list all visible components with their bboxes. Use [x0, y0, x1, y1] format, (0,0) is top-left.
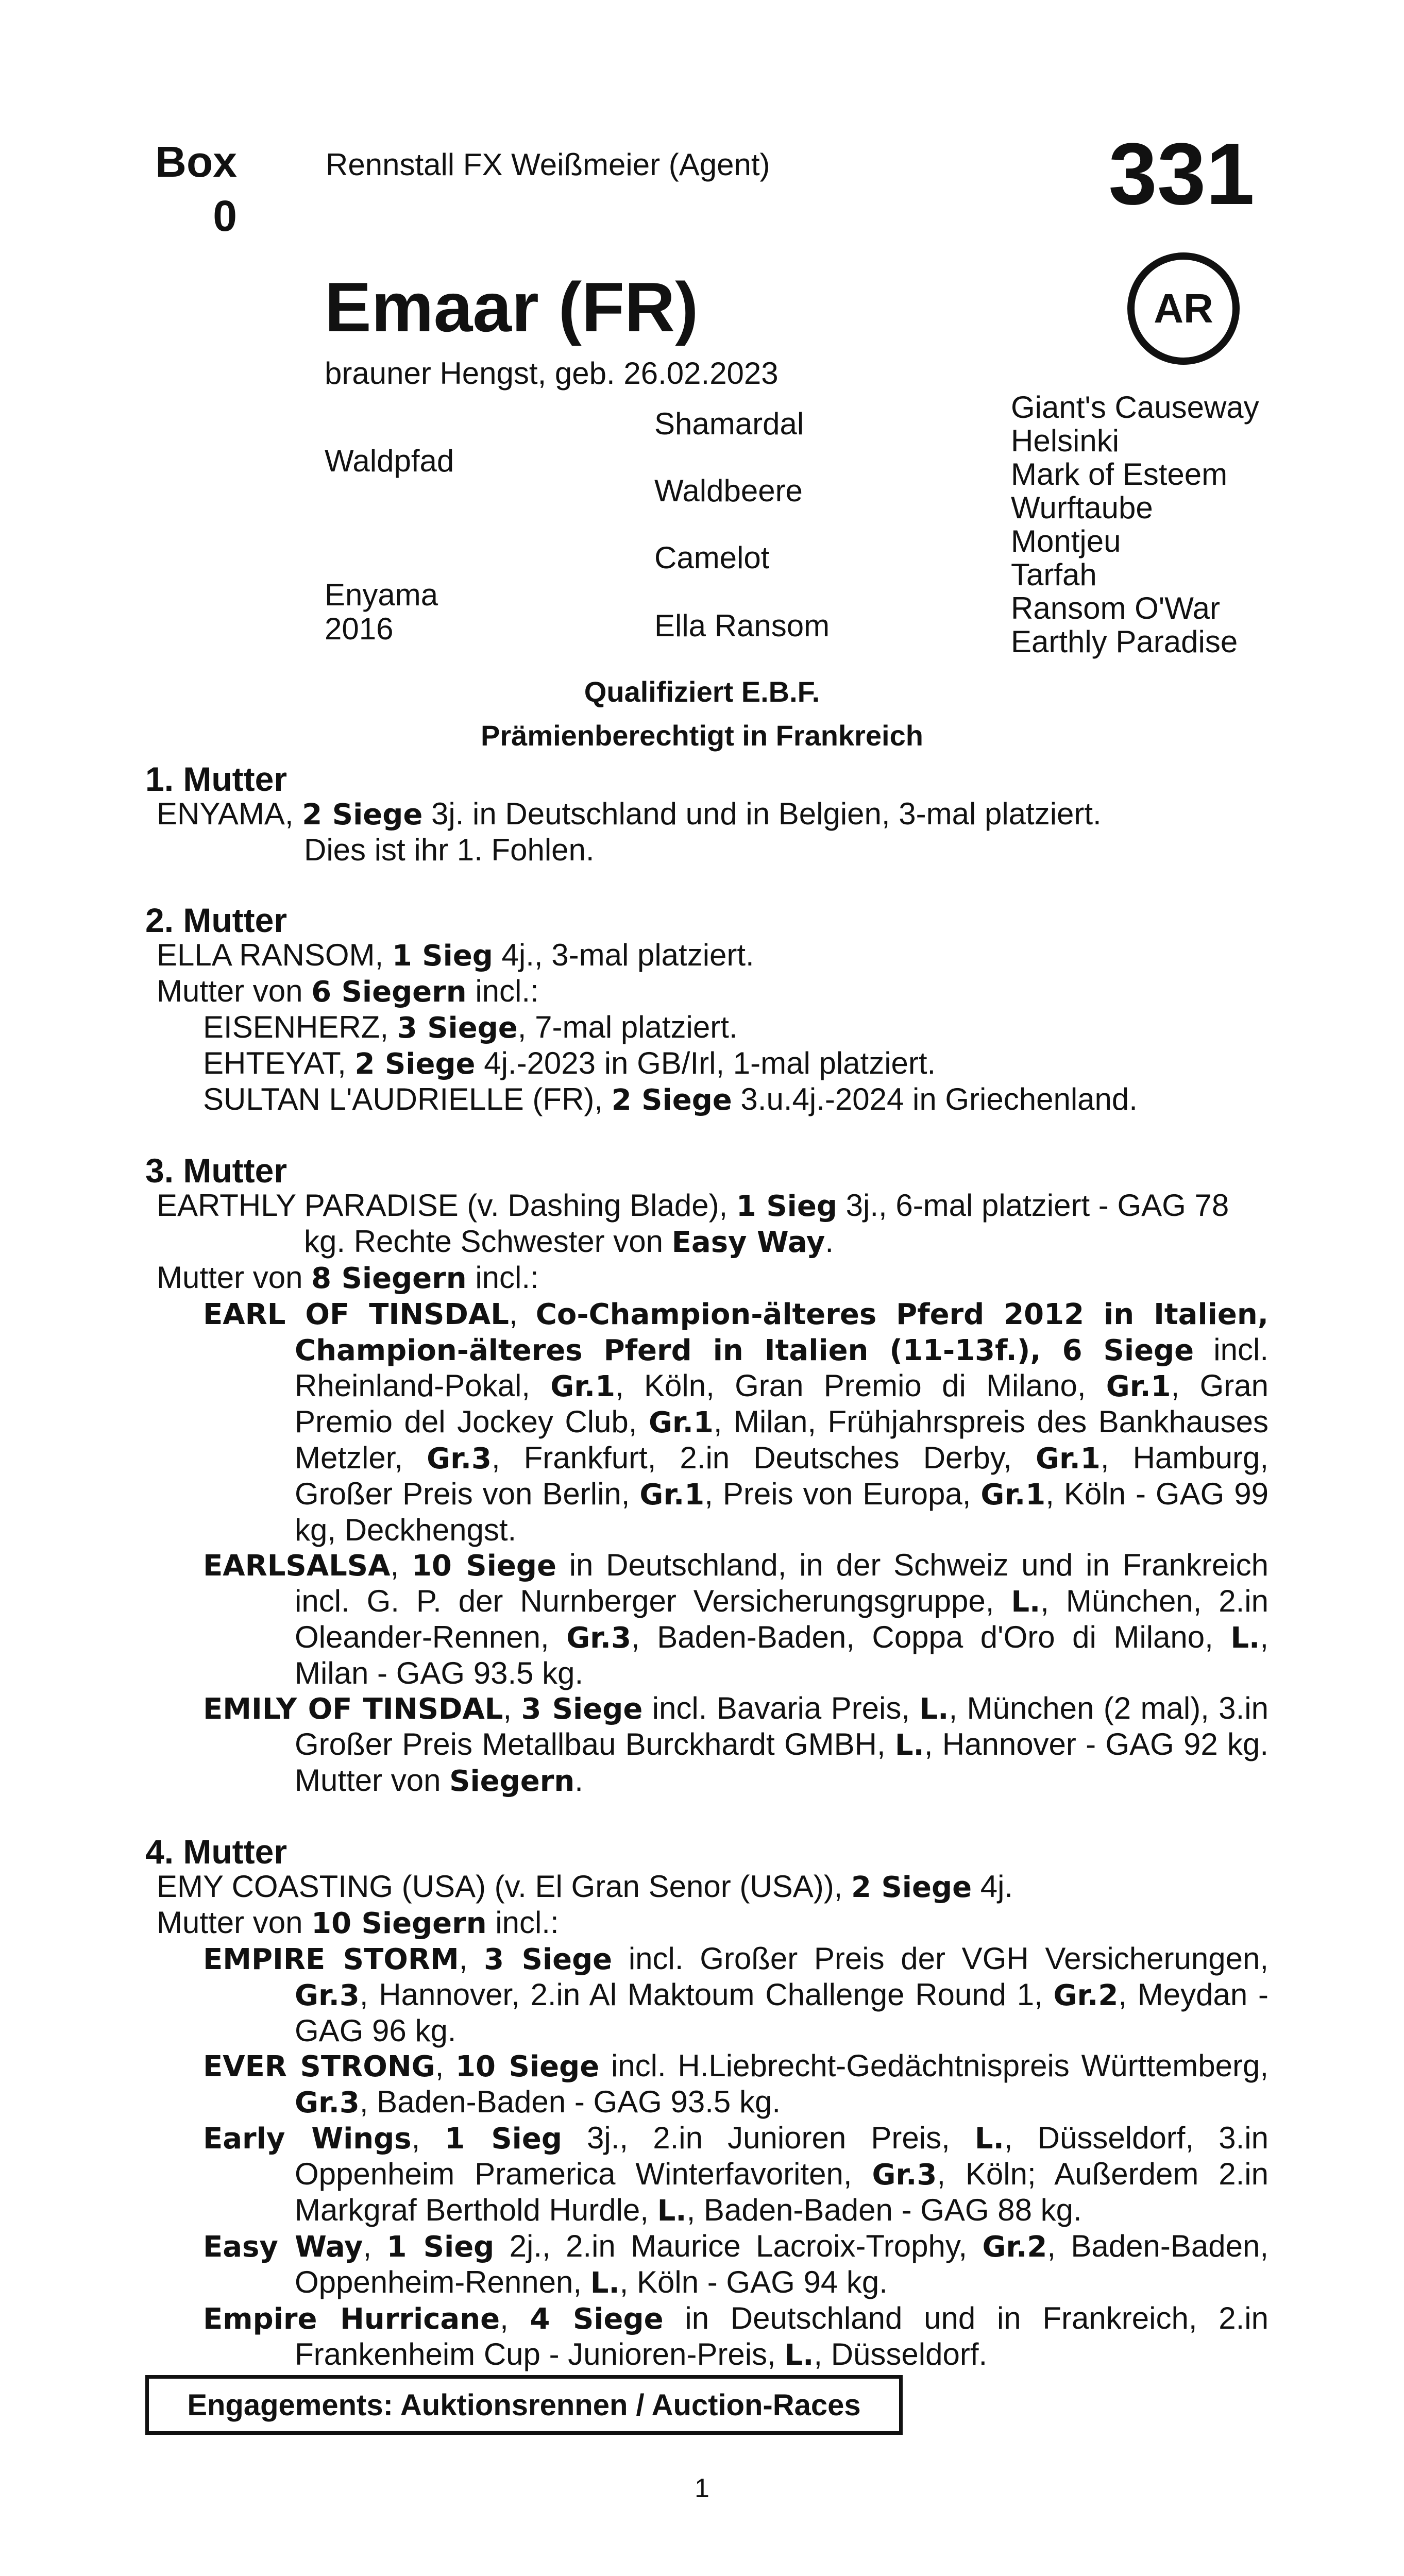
pedigree-great-grandparent: Giant's Causeway — [1011, 390, 1259, 425]
engagements-box: Engagements: Auktionsrennen / Auction-Races — [145, 2375, 903, 2435]
mutter3-progeny: EARL OF TINSDAL, Co-Champion-älteres Pferd 2012 in Italien, Champion-älteres Pferd in Italien (11-13f.), 6 Siege incl. Rheinland-Pokal, Gr.1, Köln, Gran Premio di Milano, Gr.1, Gran Premio del Jockey Club, Gr.1, Milan, Frühjahrspreis des Bankhauses Metzler, Gr.3, Frankfurt, 2.in Deutsches Derby, Gr.1, Hamburg, Großer Preis von Berlin, Gr.1, Preis von Europa, Gr.1, Köln - GAG 99 kg, Deckhengst. — [203, 1296, 1269, 1547]
mutter3-progeny: EARLSALSA, 10 Siege in Deutschland, in der Schweiz und in Frankreich incl. G. P. der Nurnberger Versicherungsgruppe, L., München, 2.in Oleander-Rennen, Gr.3, Baden-Baden, Coppa d'Oro di Milano, L., Milan - GAG 93.5 kg. — [203, 1548, 1269, 1690]
mutter2-progeny: SULTAN L'AUDRIELLE (FR), 2 Siege 3.u.4j.-2024 in Griechenland. — [203, 1082, 1138, 1117]
mutter2-progeny-count: Mutter von 6 Siegern incl.: — [157, 974, 539, 1009]
dam-line — [145, 761, 1268, 2373]
pedigree-grandparent: Camelot — [654, 540, 770, 575]
mutter3-heading: 3. Mutter — [145, 1151, 287, 1190]
pedigree-sire: Waldpfad — [325, 444, 454, 478]
pedigree-great-grandparent: Ransom O'War — [1011, 591, 1220, 625]
pedigree-grandparent: Shamardal — [654, 406, 804, 441]
pedigree-great-grandparents — [1011, 391, 1259, 658]
box-title: Box — [155, 138, 237, 186]
mutter3-progeny-count: Mutter von 8 Siegern incl.: — [157, 1260, 539, 1295]
mutter2-progeny: EISENHERZ, 3 Siege, 7-mal platziert. — [203, 1010, 738, 1045]
mutter3-entry: EARTHLY PARADISE (v. Dashing Blade), 1 Sieg 3j., 6-mal platziert - GAG 78 kg. Rechte Schwester von Easy Way. — [157, 1188, 1229, 1259]
mutter4-entry: EMY COASTING (USA) (v. El Gran Senor (USA)), 2 Siege 4j. — [157, 1869, 1013, 1904]
mutter4-progeny: Easy Way, 1 Sieg 2j., 2.in Maurice Lacroix-Trophy, Gr.2, Baden-Baden, Oppenheim-Rennen, L., Köln - GAG 94 kg. — [203, 2229, 1269, 2300]
box-label — [144, 135, 237, 243]
ar-badge: AR — [1127, 252, 1240, 365]
stable-name: Rennstall FX Weißmeier (Agent) — [326, 147, 770, 182]
horse-description: brauner Hengst, geb. 26.02.2023 — [325, 356, 779, 391]
pedigree-great-grandparent: Wurftaube — [1011, 490, 1153, 525]
mutter4-progeny: EVER STRONG, 10 Siege incl. H.Liebrecht-Gedächtnispreis Württemberg, Gr.3, Baden-Baden - GAG 93.5 kg. — [203, 2048, 1268, 2120]
mutter2-progeny: EHTEYAT, 2 Siege 4j.-2023 in GB/Irl, 1-mal platziert. — [203, 1046, 936, 1081]
pedigree-great-grandparent: Mark of Esteem — [1011, 457, 1228, 492]
pedigree-dam — [325, 578, 438, 646]
pedigree-dam-year: 2016 — [325, 612, 394, 646]
horse-name: Emaar (FR) — [325, 268, 699, 346]
pedigree-great-grandparent: Tarfah — [1011, 557, 1097, 592]
box-number: 0 — [213, 192, 237, 240]
mutter2-heading: 2. Mutter — [145, 901, 287, 939]
qualification-france: Prämienberechtigt in Frankreich — [481, 719, 923, 752]
pedigree-dam-name: Enyama — [325, 578, 438, 612]
qualification-ebf: Qualifiziert E.B.F. — [584, 675, 820, 708]
mutter3-progeny: EMILY OF TINSDAL, 3 Siege incl. Bavaria Preis, L., München (2 mal), 3.in Großer Preis Metallbau Burckhardt GMBH, L., Hannover - GAG 92 kg. Mutter von Siegern. — [203, 1691, 1269, 1798]
pedigree-great-grandparent: Earthly Paradise — [1011, 624, 1238, 659]
pedigree-great-grandparent: Helsinki — [1011, 423, 1120, 458]
mutter1-entry: ENYAMA, 2 Siege 3j. in Deutschland und in Belgien, 3-mal platziert. Dies ist ihr 1. Fohlen. — [157, 796, 1102, 867]
mutter1-heading: 1. Mutter — [145, 760, 287, 798]
pedigree-grandparent: Ella Ransom — [654, 608, 830, 643]
mutter4-progeny: Empire Hurricane, 4 Siege in Deutschland und in Frankreich, 2.in Frankenheim Cup - Junioren-Preis, L., Düsseldorf. — [203, 2301, 1268, 2372]
pedigree-great-grandparent: Montjeu — [1011, 524, 1121, 558]
page-number: 1 — [695, 2473, 709, 2503]
mutter4-heading: 4. Mutter — [145, 1833, 287, 1871]
mutter4-progeny: Early Wings, 1 Sieg 3j., 2.in Junioren Preis, L., Düsseldorf, 3.in Oppenheim Pramerica Winterfavoriten, Gr.3, Köln; Außerdem 2.in Markgraf Berthold Hurdle, L., Baden-Baden - GAG 88 kg. — [203, 2121, 1269, 2228]
mutter4-progeny-count: Mutter von 10 Siegern incl.: — [157, 1905, 559, 1940]
mutter4-progeny: EMPIRE STORM, 3 Siege incl. Großer Preis der VGH Versicherungen, Gr.3, Hannover, 2.in Al Maktoum Challenge Round 1, Gr.2, Meydan - GAG 96 kg. — [203, 1941, 1268, 2048]
mutter2-entry: ELLA RANSOM, 1 Sieg 4j., 3-mal platziert. — [157, 938, 754, 973]
lot-number: 331 — [1108, 125, 1255, 223]
pedigree-grandparent: Waldbeere — [654, 473, 803, 508]
